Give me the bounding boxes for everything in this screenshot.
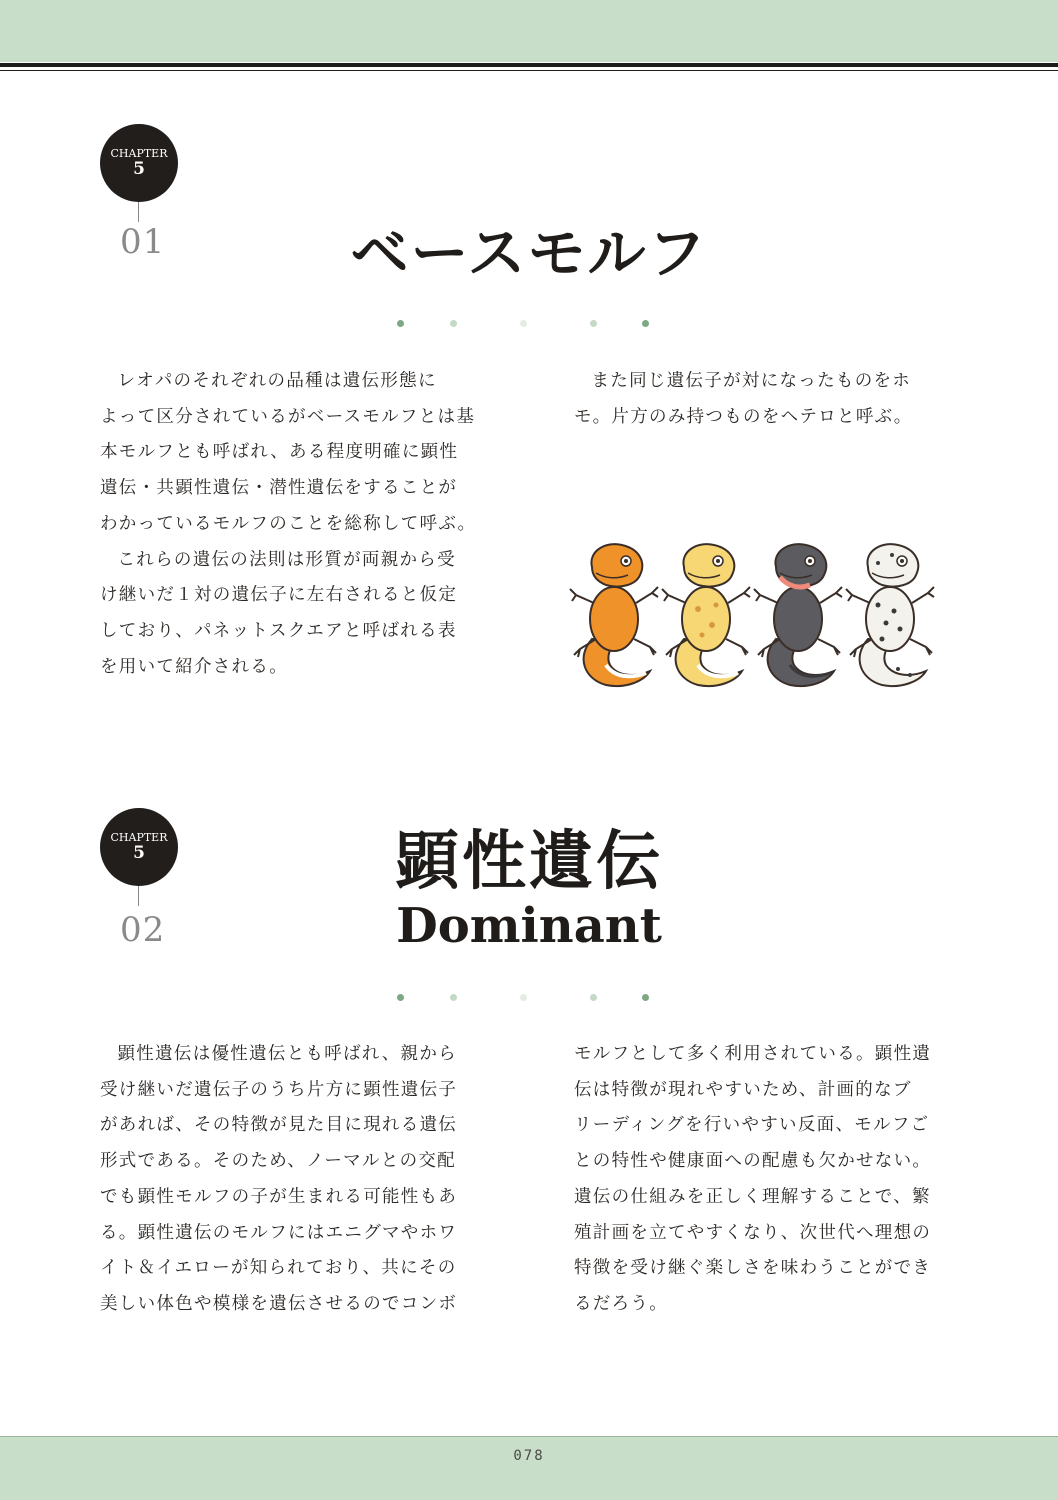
text-line: との特性や健康面への配慮も欠かせない。 — [574, 1151, 932, 1172]
divider-dot — [642, 320, 649, 327]
text-line: 形式である。そのため、ノーマルとの交配 — [100, 1151, 456, 1172]
page-number: 078 — [513, 1448, 545, 1464]
text-line: る。顕性遺伝のモルフにはエニグマやホワ — [100, 1222, 458, 1243]
text-line: リーディングを行いやすい反面、モルフご — [574, 1115, 930, 1136]
divider-dot — [450, 320, 457, 327]
section-2-right-column — [574, 1037, 954, 1323]
text-line: 殖計画を立てやすくなり、次世代へ理想の — [574, 1222, 932, 1243]
divider-dot — [520, 994, 527, 1001]
text-line: モルフとして多く利用されている。顕性遺 — [574, 1044, 932, 1064]
gecko-illustration — [560, 535, 950, 690]
orange-gecko-icon — [570, 544, 658, 686]
section-title: 顕性遺伝 — [395, 825, 663, 899]
divider-dot — [397, 994, 404, 1001]
divider-dot — [642, 994, 649, 1001]
chapter-label: CHAPTER — [110, 147, 168, 160]
text-line: モ。片方のみ持つものをヘテロと呼ぶ。 — [574, 406, 913, 427]
divider-dot — [397, 320, 404, 327]
bottom-color-band — [0, 1436, 1058, 1500]
top-rule-thick — [0, 63, 1058, 67]
chapter-number: 5 — [133, 843, 145, 863]
text-line: るだろう。 — [574, 1293, 668, 1314]
text-line: を用いて紹介される。 — [100, 656, 288, 677]
chapter-label: CHAPTER — [110, 831, 168, 844]
text-line: これらの遺伝の法則は形質が両親から受 — [117, 549, 456, 570]
top-color-band — [0, 0, 1058, 62]
divider-dot — [590, 320, 597, 327]
chapter-badge — [100, 124, 178, 202]
section-title: ベースモルフ — [350, 219, 708, 287]
text-line: 特徴を受け継ぐ楽しさを味わうことができ — [574, 1258, 932, 1279]
section-2-left-column — [100, 1037, 480, 1323]
section-number: 02 — [120, 910, 166, 950]
section-1-left-column — [100, 364, 480, 685]
text-line: 受け継いだ遺伝子のうち片方に顕性遺伝子 — [100, 1079, 458, 1100]
text-line: 美しい体色や模様を遺伝させるのでコンボ — [100, 1293, 458, 1314]
text-line: 遺伝・共顕性遺伝・潜性遺伝をすることが — [100, 478, 458, 499]
text-line: また同じ遺伝子が対になったものをホ — [591, 371, 912, 391]
top-rule-thin — [0, 70, 1058, 71]
text-line: 顕性遺伝は優性遺伝とも呼ばれ、親から — [117, 1044, 457, 1064]
divider-dot — [520, 320, 527, 327]
text-line: イト＆イエローが知られており、共にその — [100, 1258, 457, 1279]
divider-dot — [450, 994, 457, 1001]
text-line: け継いだ１対の遺伝子に左右されると仮定 — [100, 585, 458, 606]
chapter-number: 5 — [133, 159, 145, 179]
text-line: わかっているモルフのことを総称して呼ぶ。 — [100, 513, 477, 534]
section-subtitle: Dominant — [396, 898, 662, 954]
divider-dots — [0, 994, 1058, 1004]
text-line: があれば、その特徴が見た目に現れる遺伝 — [100, 1115, 458, 1136]
text-line: 伝は特徴が現れやすいため、計画的なブ — [574, 1079, 912, 1100]
yellow-gecko-icon — [662, 544, 750, 686]
divider-dots — [0, 320, 1058, 330]
text-line: レオパのそれぞれの品種は遺伝形態に — [117, 371, 437, 391]
text-line: しており、パネットスクエアと呼ばれる表 — [100, 620, 457, 641]
divider-dot — [590, 994, 597, 1001]
text-line: 本モルフとも呼ばれ、ある程度明確に顕性 — [100, 442, 459, 463]
text-line: 遺伝の仕組みを正しく理解することで、繁 — [574, 1186, 931, 1207]
gray-gecko-icon — [754, 544, 842, 686]
white-spotted-gecko-icon — [846, 544, 934, 686]
section-1-right-column — [574, 364, 954, 435]
text-line: でも顕性モルフの子が生まれる可能性もあ — [100, 1186, 458, 1207]
section-number: 01 — [120, 222, 166, 262]
text-line: よって区分されているがベースモルフとは基 — [100, 406, 476, 427]
